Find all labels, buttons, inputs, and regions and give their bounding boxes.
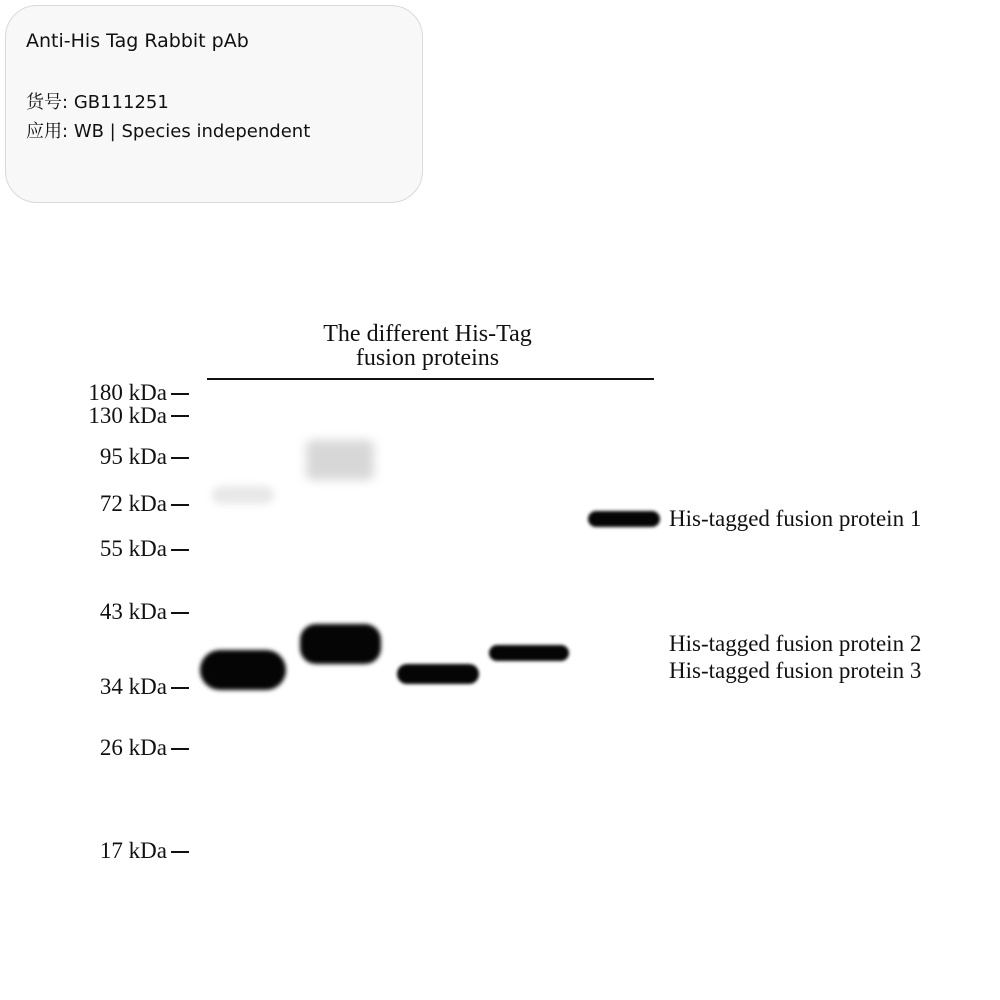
marker-label-180: 180 kDa (88, 380, 167, 405)
lane1-main-band (200, 650, 286, 690)
marker-label-95: 95 kDa (99, 444, 167, 469)
marker-tick-43 (171, 612, 189, 614)
marker-tick-130 (171, 415, 189, 417)
marker-label-26: 26 kDa (99, 735, 167, 760)
marker-tick-72 (171, 504, 189, 506)
lane5-band (588, 511, 660, 527)
catalog-value: GB111251 (73, 92, 169, 113)
application-label: 应用: (26, 121, 69, 142)
blot-header-line-1: The different His-Tag (323, 321, 532, 347)
product-title: Anti-His Tag Rabbit pAb (26, 30, 249, 52)
lane1-faint-band (212, 486, 274, 504)
band-label-protein-1: His-tagged fusion protein 1 (669, 506, 922, 531)
marker-label-17: 17 kDa (99, 838, 167, 863)
marker-tick-180 (171, 393, 189, 395)
application-row (26, 117, 310, 143)
catalog-number-row (26, 88, 169, 114)
marker-tick-34 (171, 687, 189, 689)
lane2-high-smear (306, 440, 374, 480)
lane4-band (489, 645, 569, 661)
lane3-band (397, 664, 479, 684)
marker-label-72: 72 kDa (99, 491, 167, 516)
marker-tick-26 (171, 748, 189, 750)
marker-tick-95 (171, 457, 189, 459)
marker-label-55: 55 kDa (99, 536, 167, 561)
marker-label-43: 43 kDa (99, 599, 167, 624)
band-label-protein-3: His-tagged fusion protein 3 (669, 658, 922, 683)
marker-label-34: 34 kDa (99, 674, 167, 699)
marker-tick-55 (171, 549, 189, 551)
lane-group-bar (207, 378, 654, 380)
catalog-label: 货号: (26, 92, 69, 113)
marker-label-130: 130 kDa (88, 403, 167, 428)
band-label-protein-2: His-tagged fusion protein 2 (669, 631, 922, 656)
lane2-main-band (300, 624, 381, 664)
product-info-card (5, 5, 423, 203)
blot-header-line-2: fusion proteins (355, 345, 500, 371)
application-value: WB | Species independent (73, 121, 311, 142)
marker-tick-17 (171, 851, 189, 853)
